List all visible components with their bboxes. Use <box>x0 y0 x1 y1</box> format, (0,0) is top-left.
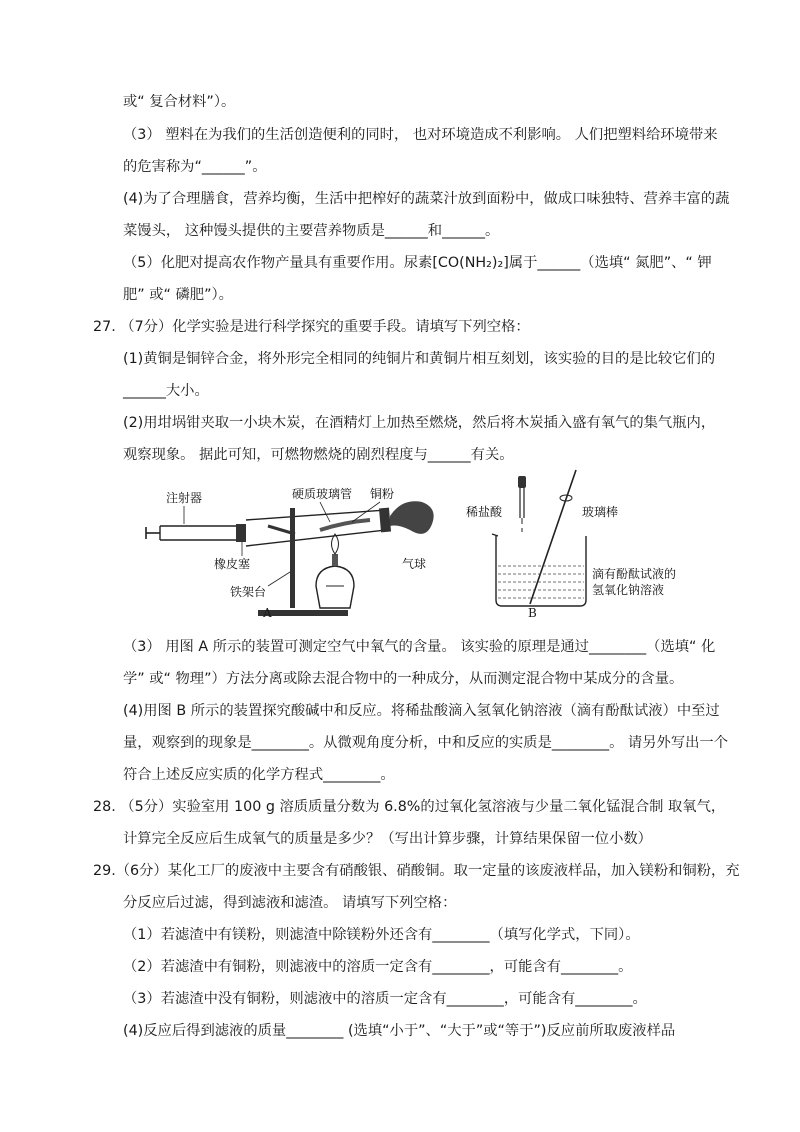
text-line: 符合上述反应实质的化学方程式________。 <box>123 767 395 783</box>
label-solution-line2: 氢氧化钠溶液 <box>592 583 665 597</box>
label-dilute-hcl: 稀盐酸 <box>466 505 503 519</box>
text-line: (2)用坩埚钳夹取一小块木炭，在酒精灯上加热至燃烧，然后将木炭插入盛有氧气的集气瓶内， <box>123 415 716 431</box>
text-line: 量，观察到的现象是________。从微观角度分析，中和反应的实质是________。 请另外写出一个 <box>123 735 729 751</box>
text-line: 观察现象。 据此可知，可燃物燃烧的剧烈程度与______有关。 <box>123 447 514 463</box>
text-line: 学” 或“ 物理”）方法分离或除去混合物中的一种成分，从而测定混合物中某成分的含量。 <box>123 671 684 687</box>
text-line: 分反应后过滤，得到滤液和滤渣。 请填写下列空格： <box>123 895 457 911</box>
question-29-heading: 29.（6分）某化工厂的废液中主要含有硝酸银、硝酸铜。取一定量的该废液样品，加入镁粉和铜粉，充 <box>93 863 740 879</box>
text-line: ______大小。 <box>123 383 209 399</box>
label-solution-line1: 滴有酚酞试液的 <box>592 567 677 581</box>
text-line: （3）若滤渣中没有铜粉，则滤液中的溶质一定含有________，可能含有________。 <box>123 991 647 1007</box>
figure-a-apparatus <box>140 468 440 626</box>
text-line: 菜馒头， 这种馒头提供的主要营养物质是______和______。 <box>123 223 500 239</box>
text-line: （2）若滤渣中有铜粉，则滤液中的溶质一定含有________，可能含有________。 <box>123 959 633 975</box>
text-line: (1)黄铜是铜锌合金，将外形完全相同的纯铜片和黄铜片相互刻划，该实验的目的是比较它们的 <box>123 351 716 367</box>
text-line: （1）若滤渣中有镁粉，则滤渣中除镁粉外还含有________（填写化学式，下同）。 <box>123 927 640 943</box>
label-syringe: 注射器 <box>166 491 203 505</box>
label-glass-tube: 硬质玻璃管 <box>292 487 353 501</box>
text-line: 计算完全反应后生成氧气的质量是多少？（写出计算步骤，计算结果保留一位小数） <box>123 831 652 847</box>
text-line: 的危害称为“______”。 <box>123 159 267 175</box>
text-line: (4)用图 B 所示的装置探究酸碱中和反应。将稀盐酸滴入氢氧化钠溶液（滴有酚酞试液）中至过 <box>123 703 720 719</box>
text-line: 或“ 复合材料”）。 <box>123 94 236 110</box>
text-line: (4)为了合理膳食，营养均衡，生活中把榨好的蔬菜汁放到面粉中，做成口味独特、营养丰富的蔬 <box>123 191 730 207</box>
figure-b-label: B <box>528 606 537 620</box>
label-rubber-stopper: 橡皮塞 <box>214 557 251 571</box>
question-27-heading: 27. （7分）化学实验是进行科学探究的重要手段。请填写下列空格： <box>93 319 530 335</box>
label-iron-stand: 铁架台 <box>230 585 267 599</box>
text-line: （5）化肥对提高农作物产量具有重要作用。尿素[CO(NH₂)₂]属于______（选填“ 氮肥”、“ 钾 <box>123 255 712 271</box>
text-line: (4)反应后得到滤液的质量________ (选填“小于”、“大于”或“等于”)反应前所取废液样品 <box>123 1023 676 1039</box>
text-line: （3） 塑料在为我们的生活创造便利的同时， 也对环境造成不利影响。 人们把塑料给环境带来 <box>123 127 718 143</box>
figure-a-label: A <box>263 606 272 620</box>
figure-b-apparatus <box>462 468 682 626</box>
text-line: 肥” 或“ 磷肥”）。 <box>123 287 233 303</box>
label-glass-rod: 玻璃棒 <box>582 505 619 519</box>
label-copper-powder: 铜粉 <box>370 487 395 501</box>
label-balloon: 气球 <box>402 557 427 571</box>
question-28-heading: 28. （5分）实验室用 100 g 溶质质量分数为 6.8%的过氧化氢溶液与少量二氧化锰混合制 取氧气， <box>93 799 726 815</box>
text-line: （3） 用图 A 所示的装置可测定空气中氧气的含量。 该实验的原理是通过________（选填“ 化 <box>123 639 716 655</box>
